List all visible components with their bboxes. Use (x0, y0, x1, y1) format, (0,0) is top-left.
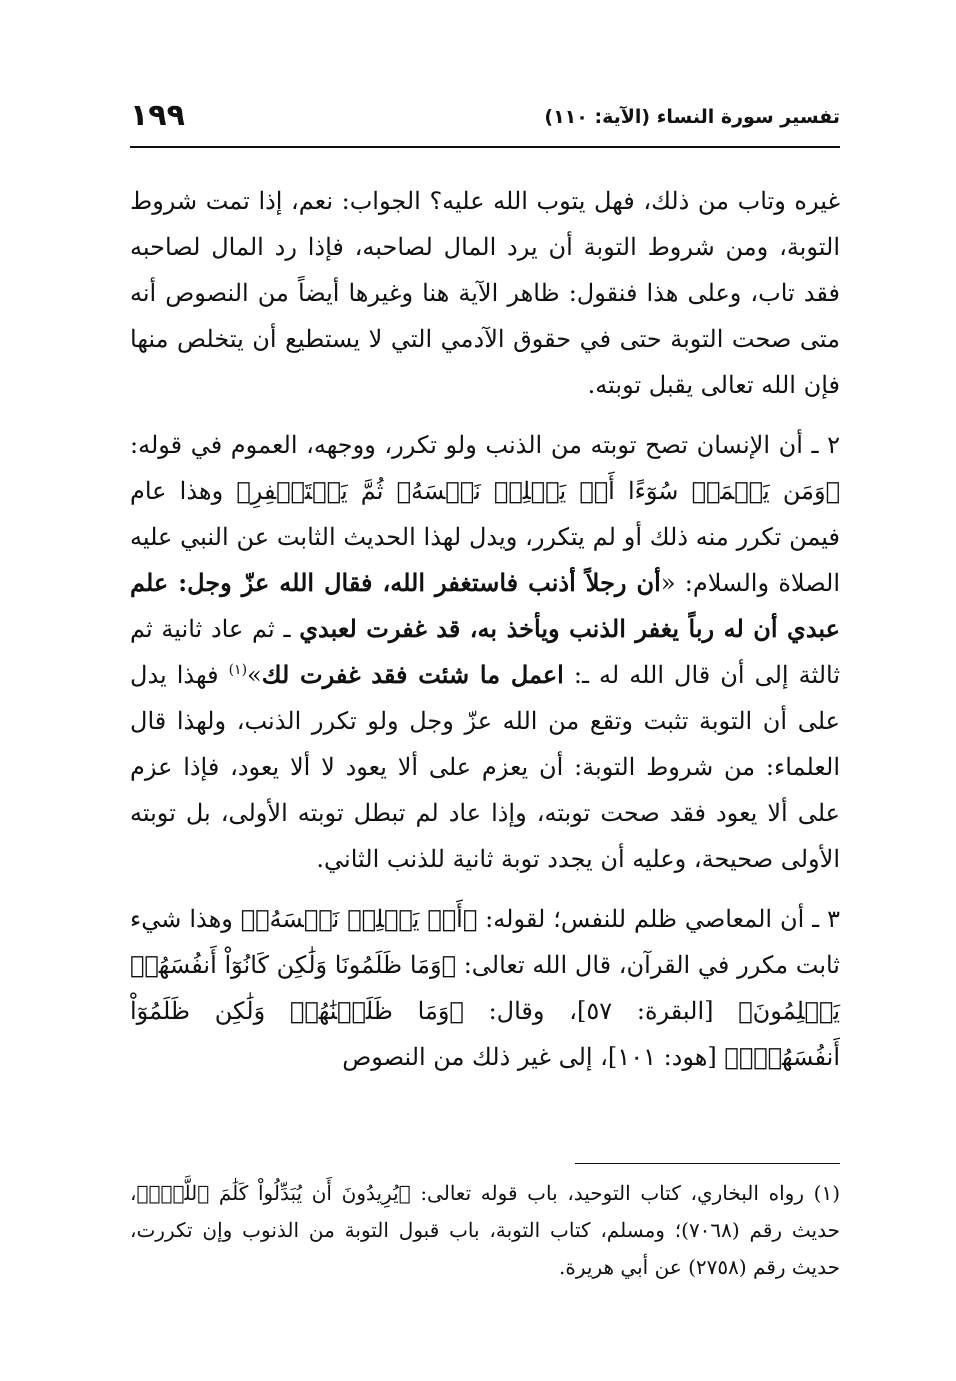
hadith-close-quote: » (247, 661, 262, 689)
hadith-text-1: أن رجلاً أذنب فاستغفر الله، فقال الله عزّ وجل: علم عبدي أن له رباً يغفر الذنب ويأخذ به، قد غفرت لعبدي (130, 568, 840, 643)
paragraph-2-intro: ٢ ـ أن الإنسان تصح توبته من الذنب ولو تكرر، ووجهه، العموم في قوله: (130, 431, 840, 459)
quran-verse-3: ﴿وَمَا ظَلَمُونَا وَلَٰكِن كَانُوٓاْ أَنفُسَهُمۡ يَظۡلِمُونَ﴾ (130, 951, 841, 1025)
paragraph-3-text-b: وهذا شيء ثابت مكرر في القرآن، قال الله تعالى: (130, 905, 840, 979)
paragraph-2 (130, 422, 840, 882)
running-title: تفسير سورة النساء (الآية: ١١٠) (544, 106, 840, 128)
footnote-divider (575, 1163, 840, 1164)
paragraph-2-text-c: ـ ثم عاد ثانية ثم ثالثة إلى أن قال الله له ـ: (130, 615, 840, 689)
quran-verse-2: ﴿أَوۡ يَظۡلِمۡ نَفۡسَهُۥ﴾ (240, 905, 478, 933)
quran-verse-1: ﴿وَمَن يَعۡمَلۡ سُوٓءًا أَوۡ يَظۡلِمۡ نَفۡسَهُۥ ثُمَّ يَسۡتَغۡفِرِ﴾ (236, 477, 841, 505)
footnote (130, 1175, 840, 1286)
footnote-marker: (١) (228, 662, 248, 678)
paragraph-2-text-b: وهذا عام فيمن تكرر منه ذلك أو لم يتكرر، ويدل لهذا الحديث الثابت عن النبي عليه الصلاة والسلام: « (130, 477, 840, 597)
footnote-text-a: (١) رواه البخاري، كتاب التوحيد، باب قوله تعالى: (410, 1181, 841, 1205)
paragraph-3-intro: ٣ ـ أن المعاصي ظلم للنفس؛ لقوله: (477, 905, 841, 933)
header-divider (130, 146, 840, 148)
verse-reference-1: [البقرة: ٥٧]، وقال: (463, 997, 739, 1025)
page-header (130, 98, 840, 146)
hadith-text-2: اعمل ما شئت فقد غفرت لك (261, 660, 564, 689)
paragraph-2-text-d: فهذا يدل على أن التوبة تثبت وتقع من الله عزّ وجل ولو تكرر الذنب، ولهذا قال العلماء: من شروط التوبة: أن يعزم على ألا يعود لا ألا يعود، فإذا عزم على ألا يعود فقد صحت توبته، وإذا عاد لم تبطل توبته الأولى، بل توبته الأولى صحيحة، وعليه أن يجدد توبة ثانية للذنب الثاني. (130, 661, 840, 873)
paragraph-1-text: غيره وتاب من ذلك، فهل يتوب الله عليه؟ الجواب: نعم، إذا تمت شروط التوبة، ومن شروط التوبة أن يرد المال لصاحبه، فإذا رد المال لصاحبه فقد تاب، وعلى هذا فنقول: ظاهر الآية هنا وغيرها أيضاً من النصوص أنه متى صحت التوبة حتى في حقوق الآدمي التي لا يستطيع أن يتخلص منها فإن الله تعالى يقبل توبته. (130, 187, 840, 399)
main-text (130, 178, 840, 1094)
quran-verse-4: ﴿وَمَا ظَلَمۡنَٰهُمۡ وَلَٰكِن ظَلَمُوٓاْ أَنفُسَهُمۡۖ﴾ (130, 997, 840, 1071)
paragraph-3 (130, 896, 840, 1080)
verse-reference-2: [هود: ١٠١]، إلى غير ذلك من النصوص (342, 1043, 725, 1071)
paragraph-1 (130, 178, 840, 408)
footnote-text-b: ، حديث رقم (٧٠٦٨)؛ ومسلم، كتاب التوبة، باب قبول التوبة من الذنوب وإن تكررت، حديث رقم (٢٧٥٨) عن أبي هريرة. (130, 1181, 840, 1279)
page-number: ١٩٩ (130, 98, 185, 133)
footnote-quran-verse: ﴿يُرِيدُونَ أَن يُبَدِّلُواْ كَلَٰمَ ٱللَّهِۚ﴾ (136, 1181, 411, 1205)
